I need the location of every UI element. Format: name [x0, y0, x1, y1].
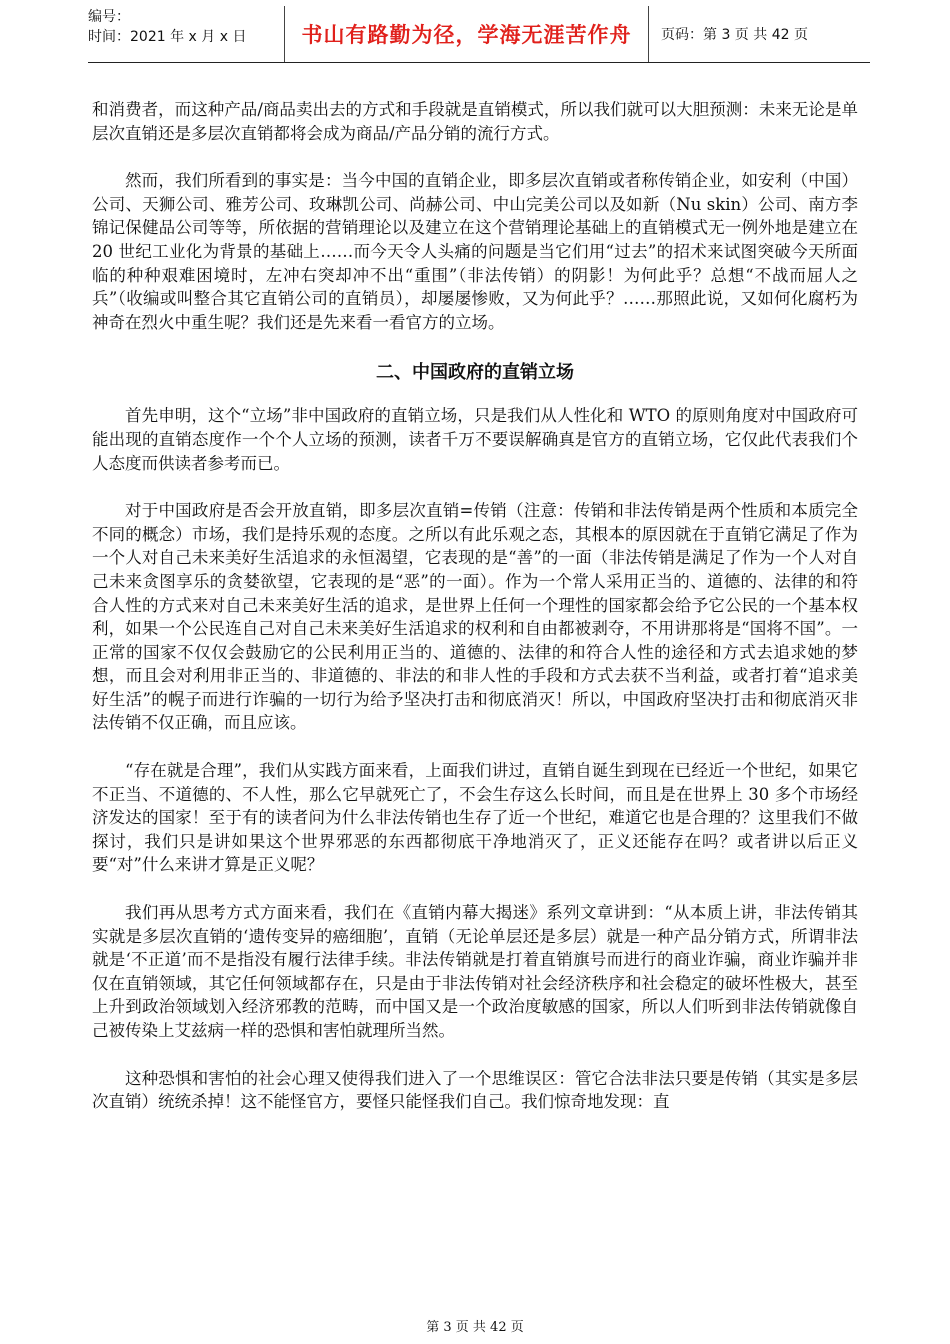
date-label: 时间：2021 年 x 月 x 日 [88, 29, 247, 45]
document-body [92, 98, 858, 1138]
paragraph-2: 然而，我们所看到的事实是：当今中国的直销企业，即多层次直销或者称传销企业，如安利（中国）公司、天狮公司、雅芳公司、玫琳凯公司、尚赫公司、中山完美公司以及如新（Nu skin）公司、南方李锦记保健品公司等等，所依据的营销理论以及建立在这个营销理论基础上的直销模式无一例外地是建立在 20 世纪工业化为背景的基础上……而今天令人头痛的问题是当它们用“过去”的招术来试图突破今天所面临的种种艰难困境时，左冲右突却冲不出“重围”（非法传销）的阴影！为何此乎？总想“不战而屈人之兵”（收编或叫整合其它直销公司的直销员），却屡屡惨败，又为何此乎？……那照此说，又如何化腐朽为神奇在烈火中重生呢？我们还是先来看一看官方的立场。 [92, 171, 858, 332]
paragraph-5: “存在就是合理”，我们从实践方面来看，上面我们讲过，直销自诞生到现在已经近一个世纪，如果它不正当、不道德的、不人性，那么它早就死亡了，不会生存这么长时间，而且是在世界上 30 多个市场经济发达的国家！至于有的读者问为什么非法传销也生存了近一个世纪，难道它也是合理的？这里我们不做探讨，我们只是讲如果这个世界邪恶的东西都彻底干净地消灭了，正义还能存在吗？或者讲以后正义要“对”什么来讲才算是正义呢？ [92, 761, 858, 875]
header-meta [88, 6, 285, 62]
paragraph-1: 和消费者，而这种产品/商品卖出去的方式和手段就是直销模式，所以我们就可以大胆预测：未来无论是单层次直销还是多层次直销都将会成为商品/产品分销的流行方式。 [92, 100, 858, 143]
header-motto: 书山有路勤为径，学海无涯苦作舟 [285, 6, 649, 62]
section-heading: 二、中国政府的直销立场 [376, 362, 574, 384]
paragraph-4: 对于中国政府是否会开放直销，即多层次直销=传销（注意：传销和非法传销是两个性质和本质完全不同的概念）市场，我们是持乐观的态度。之所以有此乐观之态，其根本的原因就在于直销它满足了作为一个人对自己未来美好生活追求的永恒渴望，它表现的是“善”的一面（非法传销是满足了作为一个人对自己未来贪图享乐的贪婪欲望，它表现的是“恶”的一面）。作为一个常人采用正当的、道德的、法律的和符合人性的方式来对自己未来美好生活的追求，是世界上任何一个理性的国家都会给予它公民的一个基本权利，如果一个公民连自己对自己未来美好生活追求的权利和自由都被剥夺，不用讲那将是“国将不国”。一正常的国家不仅仅会鼓励它的公民利用正当的、道德的、法律的和符合人性的途径和方式去追求她的梦想，而且会对利用非正当的、非道德的、非法的和非人性的手段和方式去获不当利益，或者打着“追求美好生活”的幌子而进行诈骗的一切行为给予坚决打击和彻底消灭！所以，中国政府坚决打击和彻底消灭非法传销不仅正确，而且应该。 [92, 501, 858, 733]
paragraph-6: 我们再从思考方式方面来看，我们在《直销内幕大揭迷》系列文章讲到：“从本质上讲，非法传销其实就是多层次直销的‘遗传变异的癌细胞’，直销（无论单层还是多层）就是一种产品分销方式，所谓非法就是‘不正道’而不是指没有履行法律手续。非法传销就是打着直销旗号而进行的商业诈骗，商业诈骗并非仅在直销领域，其它任何领域都存在，只是由于非法传销对社会经济秩序和社会稳定的破坏性极大，甚至上升到政治领域划入经济邪教的范畴，而中国又是一个政治度敏感的国家，所以人们听到非法传销就像自己被传染上艾兹病一样的恐惧和害怕就理所当然。 [92, 903, 858, 1040]
page-header [88, 6, 870, 63]
paragraph-3: 首先申明，这个“立场”非中国政府的直销立场，只是我们从人性化和 WTO 的原则角度对中国政府可能出现的直销态度作一个个人立场的预测，读者千万不要误解确真是官方的直销立场，它仅此代表我们个人态度而供读者参考而已。 [92, 406, 858, 473]
serial-label: 编号： [88, 9, 130, 25]
header-page-info: 页码：第 3 页 共 42 页 [661, 27, 808, 43]
paragraph-7: 这种恐惧和害怕的社会心理又使得我们进入了一个思维误区：管它合法非法只要是传销（其实是多层次直销）统统杀掉！这不能怪官方，要怪只能怪我们自己。我们惊奇地发现：直 [92, 1068, 858, 1112]
page-footer: 第 3 页 共 42 页 [426, 1320, 524, 1335]
